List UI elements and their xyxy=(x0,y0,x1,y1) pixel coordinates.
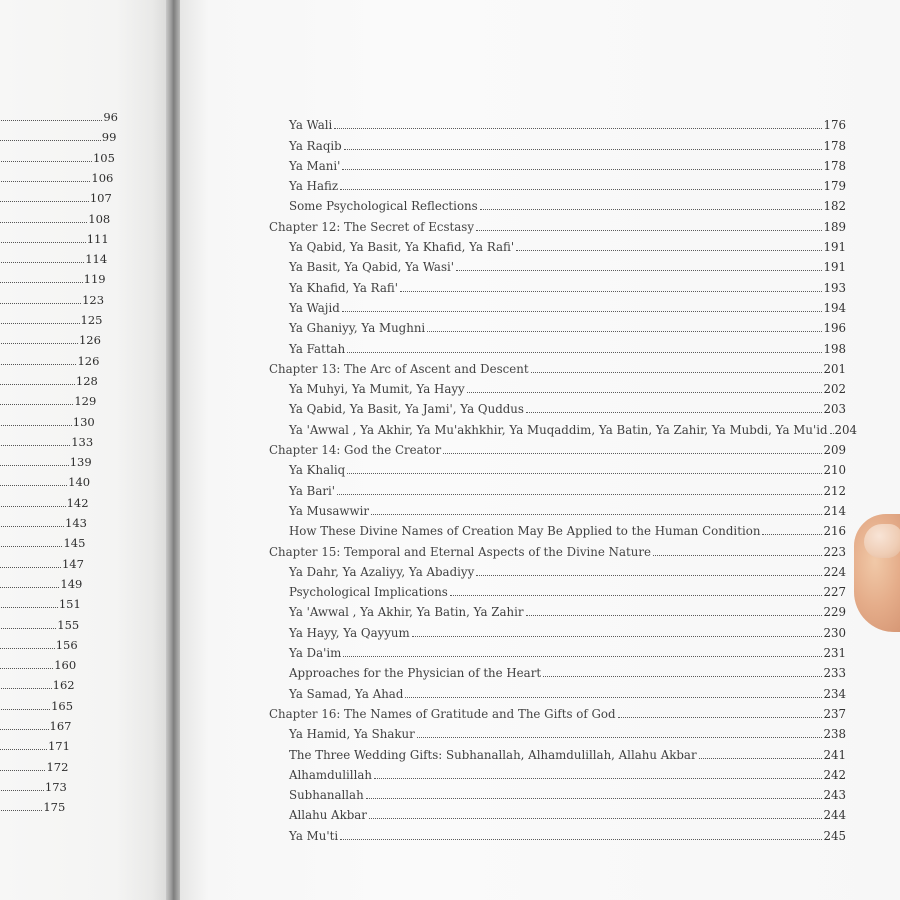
toc-entry-row xyxy=(269,477,846,497)
left-toc-row xyxy=(0,246,107,266)
toc-entry-row xyxy=(269,274,846,294)
left-toc-row xyxy=(0,754,68,774)
page-number: 234 xyxy=(823,686,846,701)
dot-leader xyxy=(0,790,44,791)
page-number: 107 xyxy=(89,191,112,206)
toc-entry-row xyxy=(269,132,846,152)
toc-entry-row xyxy=(269,599,846,619)
dot-leader xyxy=(456,270,822,271)
page-number: 108 xyxy=(88,211,111,226)
left-toc-row xyxy=(0,124,116,144)
toc-chapter-row xyxy=(269,701,846,721)
dot-leader xyxy=(371,514,822,515)
toc-entry-row xyxy=(269,396,846,416)
dot-leader xyxy=(342,311,823,312)
dot-leader xyxy=(0,607,58,608)
page-number: 202 xyxy=(823,382,846,397)
page-number: 175 xyxy=(43,800,66,815)
page-number: 214 xyxy=(823,503,846,518)
dot-leader xyxy=(450,595,823,596)
toc-title: Ya Muhyi, Ya Mumit, Ya Hayy xyxy=(289,382,465,397)
page-number: 210 xyxy=(823,463,846,478)
page-number: 237 xyxy=(823,706,846,721)
left-toc-row xyxy=(0,652,76,672)
page-number: 106 xyxy=(91,170,114,185)
dot-leader xyxy=(400,291,822,292)
page-number: 129 xyxy=(74,394,97,409)
dot-leader xyxy=(0,668,53,669)
dot-leader xyxy=(0,425,72,426)
toc-entry-row xyxy=(269,619,846,639)
left-toc-row xyxy=(0,165,113,185)
toc-entry-row xyxy=(269,660,846,680)
page-number: 111 xyxy=(86,231,109,246)
toc-entry-row xyxy=(269,802,846,822)
left-toc-row xyxy=(0,632,78,652)
dot-leader xyxy=(526,615,823,616)
toc-title: Ya Hafiz xyxy=(289,179,339,194)
toc-title: Ya Mu'ti xyxy=(289,828,339,843)
left-toc-row xyxy=(0,510,87,530)
dot-leader xyxy=(480,209,823,210)
dot-leader xyxy=(0,262,84,263)
dot-leader xyxy=(0,181,90,182)
page-number: 243 xyxy=(823,788,846,803)
page-number: 145 xyxy=(63,536,86,551)
page-number: 139 xyxy=(69,455,92,470)
toc-title: Ya Bari' xyxy=(289,483,336,498)
dot-leader xyxy=(0,546,62,547)
dot-leader xyxy=(0,587,59,588)
page-number: 194 xyxy=(823,300,846,315)
dot-leader xyxy=(337,494,822,495)
left-toc-row xyxy=(0,307,103,327)
dot-leader xyxy=(0,140,101,141)
left-toc-row xyxy=(0,794,65,814)
dot-leader xyxy=(344,149,823,150)
dot-leader xyxy=(0,567,61,568)
toc-entry-row xyxy=(269,762,846,782)
page-number: 212 xyxy=(823,483,846,498)
left-toc-row xyxy=(0,348,99,368)
left-toc-row xyxy=(0,713,72,733)
toc-title: Approaches for the Physician of the Heart xyxy=(289,666,542,681)
toc-title: Chapter 13: The Arc of Ascent and Descent xyxy=(269,361,529,376)
left-toc-row xyxy=(0,591,81,611)
fingernail xyxy=(864,524,900,558)
dot-leader xyxy=(340,189,822,190)
page-number: 130 xyxy=(72,414,95,429)
toc-entry-row xyxy=(269,579,846,599)
dot-leader xyxy=(340,839,822,840)
toc-title: Subhanallah xyxy=(289,788,364,803)
dot-leader xyxy=(374,778,822,779)
toc-title: Chapter 16: The Names of Gratitude and The Gifts of God xyxy=(269,706,616,721)
dot-leader xyxy=(531,372,823,373)
page-number: 193 xyxy=(823,280,846,295)
toc-title: Ya Samad, Ya Ahad xyxy=(289,686,404,701)
left-toc-row xyxy=(0,327,101,347)
left-toc-row xyxy=(0,266,106,286)
left-toc-row xyxy=(0,733,70,753)
finger xyxy=(854,514,900,632)
toc-entry-row xyxy=(269,234,846,254)
page-number: 165 xyxy=(51,698,74,713)
page-number: 119 xyxy=(83,272,106,287)
toc-entry-row xyxy=(269,741,846,761)
left-toc-row xyxy=(0,551,84,571)
dot-leader xyxy=(417,737,823,738)
left-page xyxy=(0,0,166,900)
dot-leader xyxy=(0,343,78,344)
toc-title: Ya Qabid, Ya Basit, Ya Jami', Ya Quddus xyxy=(289,402,524,417)
toc-title: Ya Khafid, Ya Rafi' xyxy=(289,280,398,295)
left-toc-row xyxy=(0,206,110,226)
page-number: 105 xyxy=(92,150,115,165)
left-toc-row xyxy=(0,185,112,205)
toc-chapter-row xyxy=(269,213,846,233)
toc-entry-row xyxy=(269,416,858,437)
toc-title: Ya Dahr, Ya Azaliyy, Ya Abadiyy xyxy=(289,564,475,579)
left-toc-row xyxy=(0,388,96,408)
dot-leader xyxy=(0,526,64,527)
dot-leader xyxy=(0,282,83,283)
dot-leader xyxy=(0,709,50,710)
page-number: 189 xyxy=(823,219,846,234)
left-toc-row xyxy=(0,287,104,307)
dot-leader xyxy=(0,242,86,243)
book-spine xyxy=(166,0,180,900)
left-toc-row xyxy=(0,429,93,449)
toc-entry-row xyxy=(269,315,846,335)
toc-entry-row xyxy=(269,295,846,315)
table-of-contents xyxy=(269,112,858,843)
toc-entry-row xyxy=(269,457,846,477)
dot-leader xyxy=(476,575,822,576)
page-number: 241 xyxy=(823,747,846,762)
toc-title: Alhamdulillah xyxy=(289,767,372,782)
left-toc-row xyxy=(0,368,98,388)
toc-title: Ya Qabid, Ya Basit, Ya Khafid, Ya Rafi' xyxy=(289,240,515,255)
page-number: 126 xyxy=(77,353,100,368)
dot-leader xyxy=(412,636,823,637)
page-number: 229 xyxy=(823,605,846,620)
left-toc-row xyxy=(0,693,73,713)
page-number: 227 xyxy=(823,585,846,600)
page-number: 156 xyxy=(55,637,78,652)
dot-leader xyxy=(0,628,56,629)
toc-title: Ya Musawwir xyxy=(289,503,370,518)
dot-leader xyxy=(347,473,822,474)
dot-leader xyxy=(830,433,834,434)
dot-leader xyxy=(0,729,49,730)
toc-entry-row xyxy=(269,822,846,842)
page-number: 223 xyxy=(823,544,846,559)
dot-leader xyxy=(443,453,822,454)
dot-leader xyxy=(0,201,89,202)
dot-leader xyxy=(0,465,69,466)
toc-entry-row xyxy=(269,335,846,355)
right-page xyxy=(180,0,900,900)
page-number: 176 xyxy=(823,118,846,133)
page-number: 204 xyxy=(834,422,858,437)
dot-leader xyxy=(476,230,822,231)
toc-title: Some Psychological Reflections xyxy=(289,199,478,214)
page-number: 128 xyxy=(75,373,98,388)
dot-leader xyxy=(0,770,45,771)
toc-title: Ya Basit, Ya Qabid, Ya Wasi' xyxy=(289,260,455,275)
page-number: 242 xyxy=(823,767,846,782)
toc-title: Ya Wali xyxy=(289,118,333,133)
toc-title: Chapter 12: The Secret of Ecstasy xyxy=(269,219,475,234)
toc-chapter-row xyxy=(269,437,846,457)
toc-title: Ya Fattah xyxy=(289,341,346,356)
dot-leader xyxy=(0,161,92,162)
toc-title: Ya 'Awwal , Ya Akhir, Ya Mu'akhkhir, Ya Muqaddim, Ya Batin, Ya Zahir, Ya Mubdi, Ya Mu'id xyxy=(289,422,828,437)
page-number: 171 xyxy=(47,739,70,754)
dot-leader xyxy=(0,404,73,405)
page-number: 182 xyxy=(823,199,846,214)
dot-leader xyxy=(543,676,822,677)
toc-entry-row xyxy=(269,112,846,132)
page-number: 231 xyxy=(823,646,846,661)
toc-title: Ya Mani' xyxy=(289,158,341,173)
dot-leader xyxy=(0,303,81,304)
page-number: 151 xyxy=(58,597,81,612)
left-toc-row xyxy=(0,612,79,632)
page-number: 172 xyxy=(46,759,69,774)
left-toc-row xyxy=(0,469,90,489)
toc-title: Chapter 15: Temporal and Eternal Aspects of the Divine Nature xyxy=(269,544,651,559)
left-toc-row xyxy=(0,145,115,165)
dot-leader xyxy=(467,392,823,393)
left-toc-row xyxy=(0,449,92,469)
dot-leader xyxy=(762,534,822,535)
toc-entry-row xyxy=(269,173,846,193)
dot-leader xyxy=(405,697,822,698)
dot-leader xyxy=(342,169,822,170)
toc-entry-row xyxy=(269,153,846,173)
dot-leader xyxy=(0,323,80,324)
dot-leader xyxy=(366,798,823,799)
toc-title: Ya 'Awwal , Ya Akhir, Ya Batin, Ya Zahir xyxy=(289,605,524,620)
page-number: 126 xyxy=(78,333,101,348)
page-number: 142 xyxy=(66,495,89,510)
dot-leader xyxy=(0,364,76,365)
dot-leader xyxy=(618,717,823,718)
toc-title: Ya Ghaniyy, Ya Mughni xyxy=(289,321,426,336)
page-number: 173 xyxy=(44,779,67,794)
toc-entry-row xyxy=(269,559,846,579)
page-number: 224 xyxy=(823,564,846,579)
page-number: 160 xyxy=(54,658,77,673)
page-number: 155 xyxy=(57,617,80,632)
page-number: 133 xyxy=(71,434,94,449)
dot-leader xyxy=(526,412,823,413)
page-number: 125 xyxy=(80,313,103,327)
toc-entry-row xyxy=(269,680,846,700)
toc-title: Ya Hayy, Ya Qayyum xyxy=(289,625,410,640)
toc-title: The Three Wedding Gifts: Subhanallah, Alhamdulillah, Allahu Akbar xyxy=(289,747,697,762)
page-number: 149 xyxy=(60,576,83,591)
toc-entry-row xyxy=(269,721,846,741)
page-number: 99 xyxy=(101,130,117,145)
page-number: 216 xyxy=(823,524,846,539)
page-number: 196 xyxy=(823,321,846,336)
dot-leader xyxy=(0,810,42,811)
left-toc-row xyxy=(0,490,89,510)
toc-title: Chapter 14: God the Creator xyxy=(269,443,442,458)
dot-leader xyxy=(516,250,822,251)
page-number: 143 xyxy=(65,516,87,530)
page-number: 114 xyxy=(85,252,108,267)
toc-entry-row xyxy=(269,376,846,396)
dot-leader xyxy=(699,758,823,759)
toc-entry-row xyxy=(269,193,846,213)
toc-title: Ya Wajid xyxy=(289,300,340,315)
dot-leader xyxy=(0,222,87,223)
page-number: 191 xyxy=(823,260,846,275)
page-number: 162 xyxy=(52,678,75,693)
dot-leader xyxy=(334,128,822,129)
page-number: 238 xyxy=(823,727,846,742)
page-number: 209 xyxy=(823,443,846,458)
left-toc-row xyxy=(0,571,82,591)
toc-title: Psychological Implications xyxy=(289,585,448,600)
toc-title: Ya Da'im xyxy=(289,646,342,661)
toc-chapter-row xyxy=(269,356,846,376)
toc-entry-row xyxy=(269,640,846,660)
toc-title: Ya Raqib xyxy=(289,138,342,153)
dot-leader xyxy=(0,445,70,446)
dot-leader xyxy=(0,506,66,507)
dot-leader xyxy=(653,555,823,556)
page-number: 123 xyxy=(82,292,105,307)
page-number: 233 xyxy=(823,666,846,681)
page-number: 167 xyxy=(49,719,72,733)
dot-leader xyxy=(0,648,55,649)
toc-entry-row xyxy=(269,782,846,802)
page-number: 191 xyxy=(823,240,846,255)
page-number: 96 xyxy=(103,110,118,124)
left-toc-row xyxy=(0,530,85,550)
dot-leader xyxy=(0,384,75,385)
toc-title: How These Divine Names of Creation May Be Applied to the Human Condition xyxy=(289,524,761,539)
left-toc-row xyxy=(0,774,67,794)
toc-title: Ya Hamid, Ya Shakur xyxy=(289,727,415,742)
page-number: 140 xyxy=(68,475,91,490)
dot-leader xyxy=(343,656,822,657)
dot-leader xyxy=(369,818,823,819)
left-toc-row xyxy=(0,409,95,429)
toc-entry-row xyxy=(269,518,846,538)
dot-leader xyxy=(347,352,822,353)
page-number: 198 xyxy=(823,341,846,356)
page-number: 203 xyxy=(823,402,846,417)
page-number: 244 xyxy=(823,808,846,823)
toc-title: Allahu Akbar xyxy=(289,808,367,823)
page-number: 147 xyxy=(61,556,84,571)
page-number: 245 xyxy=(823,828,846,843)
left-toc-row xyxy=(0,104,118,124)
page-number: 201 xyxy=(823,361,846,376)
left-toc-row xyxy=(0,226,109,246)
dot-leader xyxy=(0,485,67,486)
left-toc-row xyxy=(0,672,75,692)
dot-leader xyxy=(0,688,52,689)
page-number: 179 xyxy=(823,179,846,194)
page-number: 178 xyxy=(823,138,846,153)
toc-entry-row xyxy=(269,498,846,518)
toc-entry-row xyxy=(269,254,846,274)
page-number: 178 xyxy=(823,158,846,173)
dot-leader xyxy=(0,749,47,750)
dot-leader xyxy=(0,120,102,121)
page-number: 230 xyxy=(823,625,846,640)
toc-title: Ya Khaliq xyxy=(289,463,346,478)
dot-leader xyxy=(427,331,822,332)
toc-chapter-row xyxy=(269,538,846,558)
